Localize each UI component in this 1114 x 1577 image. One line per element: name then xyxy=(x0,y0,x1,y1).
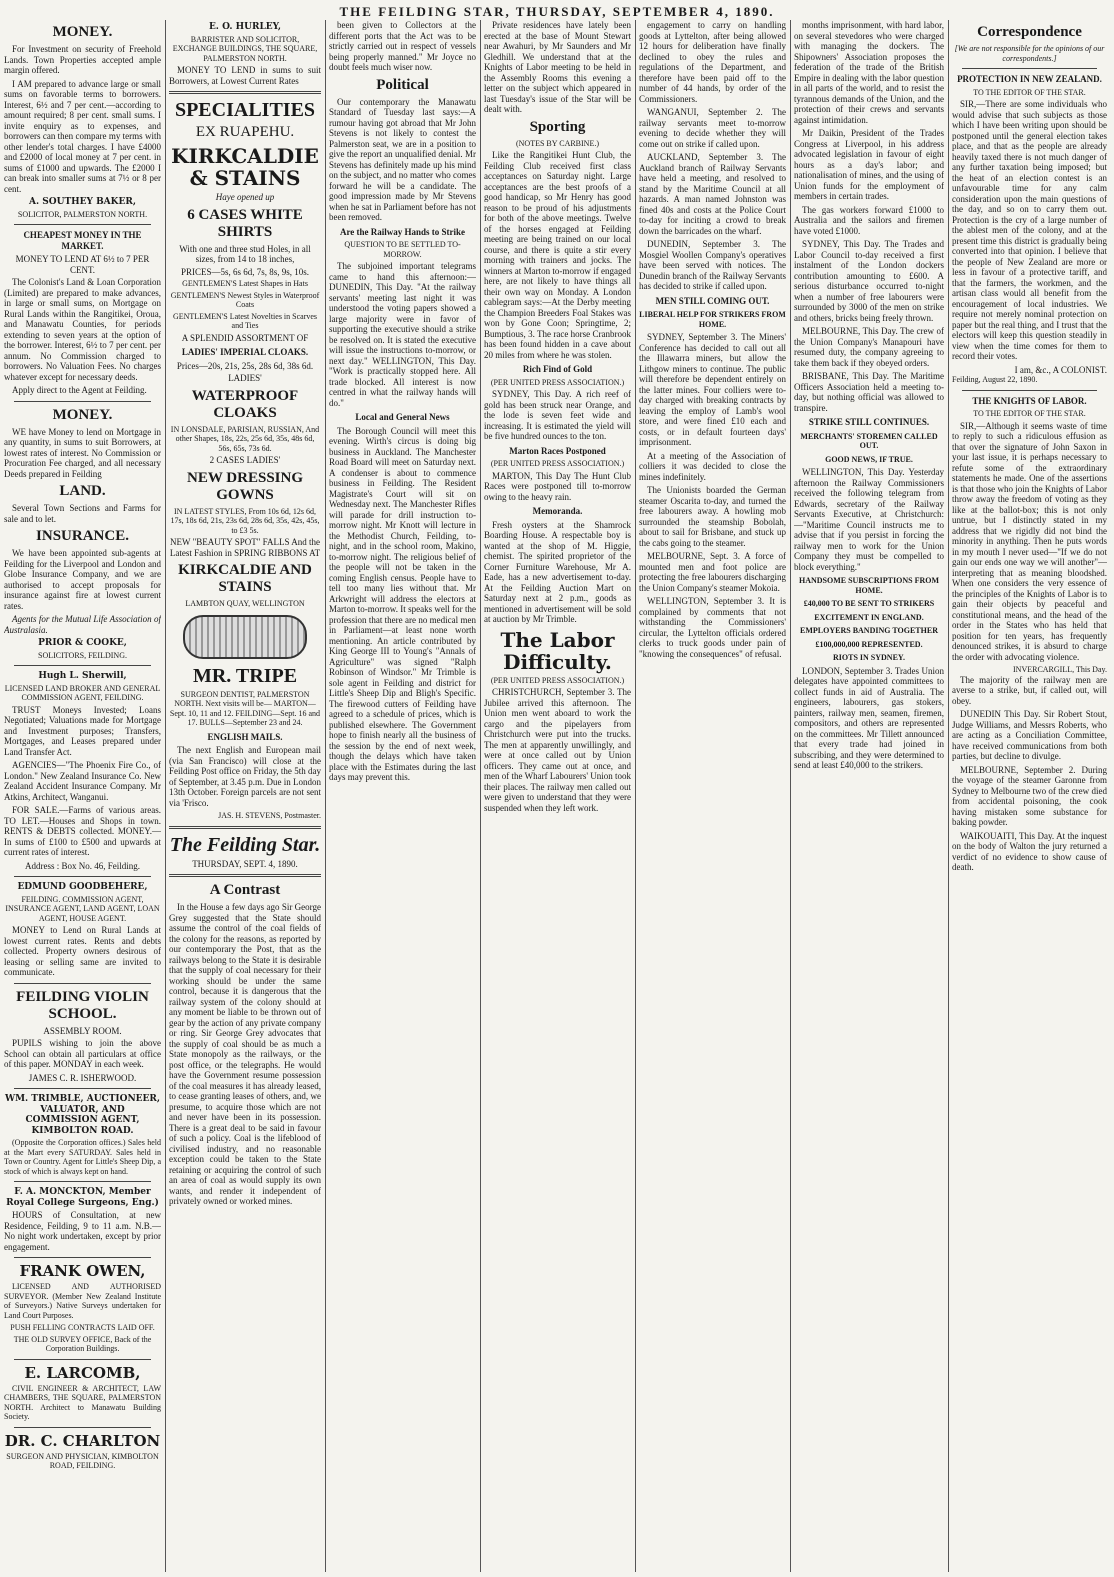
memoranda-heading: Memoranda. xyxy=(532,506,583,516)
column-rule xyxy=(325,20,326,1572)
london-text: LONDON, September 3. Trades Union delegates have appointed committees to collect funds in aid of Australia. The engineers, labourers, gas stokers, painters, railway men, seamen, firemen, compositors, and others are represented on the committees. Mr Tillett announced that every trade had joined in subscribing, and they were determined to send at least £40,000 to the strikers. xyxy=(794,665,944,770)
ladies2-text: LADIES' xyxy=(228,373,262,383)
divider xyxy=(169,874,321,877)
shirts-heading: 6 CASES WHITE SHIRTS xyxy=(187,206,303,240)
specialities-heading: SPECIALITIES xyxy=(174,99,316,121)
gold-body: SYDNEY, This Day. A rich reef of gold has been struck near Orange, and the lode is seven feet wide and increasing. It is estimated the yield will be five hundred ounces to the ton. xyxy=(484,389,631,441)
railway-heading: Are the Railway Hands to Strike xyxy=(339,226,466,237)
ladies-heading: LADIES' IMPERIAL CLOAKS. xyxy=(181,347,309,357)
money-ad: I AM prepared to advance large or small sums on favorable terms to borrowers. Interest, 6½ and 7 per cent.—according to amount required; 8 per cent. small sums. I invite enquiry as to expenses, and borrowers can then compare my terms with other lender's total charges. I have £4000 and £2000 of local money at 7 per cent. in sums of £1000 and upwards. The £2000 I can break into smaller sums at 7½ or 8 per cent. xyxy=(4,78,161,194)
memoranda-body: Fresh oysters at the Shamrock Boarding House. A respectable boy is wanted at the shop of M. Higgie, chemist. The spirited proprietor of the Corner Furniture Warehouse, Mr A. Eade, has a new advertisement to-day. At the Feilding Auction Mart on Saturday next at 2 p.m., goods as mentioned in advertisement will be sold at auction by Mr Trimble. xyxy=(484,519,631,624)
correspondence-sub: [We are not responsible for the opinions of our correspondents.] xyxy=(954,44,1105,63)
goodbehere-sub: FEILDING. COMMISSION AGENT, INSURANCE AGENT, LAND AGENT, LOAN AGENT, HOUSE AGENT. xyxy=(5,894,160,923)
wellington-text: WELLINGTON, September 3. It is complained by comments that not withstanding the Commissioners' circular, the Lyttelton officials ordered clerks to truck goods under pain of "knowing the consequences" of refusal. xyxy=(639,596,786,659)
pugh-text: PUSH FELLING CONTRACTS LAID OFF. xyxy=(10,1323,155,1332)
money-title: MONEY. xyxy=(52,24,113,40)
money2-title: MONEY. xyxy=(52,406,113,423)
divider xyxy=(169,826,321,829)
violin-title: FEILDING VIOLIN SCHOOL. xyxy=(16,988,149,1022)
column-5 xyxy=(639,20,786,1572)
divider xyxy=(14,1088,151,1089)
paper-title: The Feilding Star. xyxy=(169,833,321,856)
riots-heading: RIOTS IN SYDNEY. xyxy=(833,653,905,662)
prior-sub: SOLICITORS, FEILDING. xyxy=(38,650,127,660)
local-body: The Borough Council will meet this evening. Wirth's circus is doing big business in Auckland. The Manchester Road Board will meet on Saturday next. A condenser is about to commence business in Feilding. The Resident Magistrate's Court will sit on Wednesday next. The Manchester Rifles will parade for drill instruction to-morrow night. Mr Knott will lecture in the Methodist Church, Feilding, to-night, and in the school room, Makino, to-morrow night. The religious belief of the people will not be taken in the coming English census. People have to tell too many lies without that. Mr Arkwright will address the electors at Marton to-morrow. It speaks well for the profession that there are no medical men in Parliament—at least none worth mentioning. An article contributed by King George III to Young's "Annals of Agriculture" was signed "Ralph Robinson of Windsor." Mr Trimble is sole agent in Feilding and district for Little's Sheep Dip and Bligh's Specific. The firewood cutters of Feilding have agreed to a schedule of prices, which is published elsewhere. The Government hope to finish nearly all the business of the session by the end of next week, though the delays which have taken place with the Estimates during the last days may prevent this. xyxy=(329,425,476,782)
employers-heading: EMPLOYERS BANDING TOGETHER xyxy=(800,626,938,635)
waikouaiti-text: WAIKOUAITI, This Day. At the inquest on the body of Walton the jury returned a verdict of no evidence to show cause of death. xyxy=(952,830,1107,872)
insurance-title: INSURANCE. xyxy=(36,528,129,544)
owen-sub: LICENSED AND AUTHORISED SURVEYOR. (Member New Zealand Institute of Surveyors.) Native Surveys undertaken for Land Court Purposes. xyxy=(4,1282,161,1320)
masthead: THE FEILDING STAR, THURSDAY, SEPTEMBER 4, 1890. xyxy=(339,4,775,19)
baker-sub: SOLICITOR, PALMERSTON NORTH. xyxy=(17,209,148,219)
melbourne-text: MELBOURNE, This Day. The crew of the Union Company's Manapouri have resumed duty, the company agreeing to take them back if they obeyed orders. xyxy=(794,326,944,368)
labor-body: CHRISTCHURCH, September 3. The Jubilee arrived this afternoon. The Union men went aboard to work the cargo and the pipelayers from Christchurch were put into the trucks. The men at apparently unwillingly, and were at once called out by Union officers. They came out at once, and men of the Wharf Labourers' Union took their places. The railway men called out were given to understand that they were suspended when they left work. xyxy=(484,687,631,813)
auckland-text: AUCKLAND, September 3. The Auckland branch of Railway Servants have held a meeting, and resolved to stand by the Maritime Council at all hazards. A man named Johnston was fined 40s and costs at the Police Court to-day for inciting a crowd to break down the barricades on the wharf. xyxy=(639,152,786,236)
wanganui-text: WANGANUI, September 2. The railway servants meet to-morrow evening to decide whether they will come out on strike if called upon. xyxy=(639,107,786,149)
letter1-date: Feilding, August 22, 1890. xyxy=(952,375,1038,384)
gold-heading: Rich Find of Gold xyxy=(522,364,593,374)
opened-text: Haye opened up xyxy=(215,192,275,202)
column-rule xyxy=(790,20,791,1572)
prior-name: PRIOR & COOKE, xyxy=(38,638,127,648)
col4-top: Private residences have lately been erected at the base of Mount Stewart near Awahuri, by Mr Saunders and Mr Gledhill. We understand that at the Knights of Labor meeting to be held in the Assembly Rooms this evening a letter on the subject which appeared in last Tuesday's issue of the Star will be dealt with. xyxy=(484,20,631,114)
sporting-body: Like the Rangitikei Hunt Club, the Feilding Club received first class acceptances on Saturday night. Large acceptances are the best proofs of a good handicap, so Mr Henry has good reason to be proud of his adjustments for both of the above meetings. Twelve of the horses engaged at Feilding meeting are being trained on our local course, and there is quite a stir every morning with trainers and jocks. The winners at Marton to-morrow if engaged here, are not likely to have things all their own way on Monday. A London cablegram says:—At the Derby meeting the Champion Breeders Foal Stakes was won by Gone Coon; Springtime, 2; Bumptious, 3. The race horse Cranbrook has been found hidden in a cave about 20 miles from where he was stolen. xyxy=(484,150,631,360)
isherwood-name: JAMES C. R. ISHERWOOD. xyxy=(28,1072,137,1083)
ladies-prices: Prices—20s, 21s, 25s, 28s 6d, 38s 6d. xyxy=(176,360,314,371)
divider xyxy=(962,68,1097,69)
divider xyxy=(14,1181,151,1182)
handsome-heading: HANDSOME SUBSCRIPTIONS FROM HOME. xyxy=(798,576,939,595)
knights-heading: THE KNIGHTS OF LABOR. xyxy=(972,395,1087,406)
column-7 xyxy=(952,20,1107,1572)
lambton-text: LAMBTON QUAY, WELLINGTON xyxy=(185,599,305,608)
excitement-heading: EXCITEMENT IN ENGLAND. xyxy=(814,612,924,622)
strike-heading: STRIKE STILL CONTINUES. xyxy=(808,417,930,427)
contrast-heading: A Contrast xyxy=(209,882,281,898)
gold-sub: (PER UNITED PRESS ASSOCIATION.) xyxy=(490,377,625,387)
charlton-sub: SURGEON AND PHYSICIAN, KIMBOLTON ROAD, FEILDING. xyxy=(6,1451,159,1470)
divider xyxy=(14,224,151,225)
divider xyxy=(14,665,151,666)
brisbane-text: BRISBANE, This Day. The Maritime Officers Association held a meeting to-day, but nothing official was allowed to transpire. xyxy=(794,371,944,413)
shirts-prices: PRICES—5s, 6s 6d, 7s, 8s, 9s, 10s. xyxy=(180,266,310,277)
gowns-sub: IN LATEST STYLES, From 10s 6d, 12s 6d, 17s, 18s 6d, 21s, 23s 6d, 28s 6d, 35s, 42s, 45s, to £3 5s. xyxy=(170,506,320,535)
shirts-body: With one and three stud Holes, in all sizes, from 14 to 18 inches, xyxy=(179,243,311,264)
labor-sub: (PER UNITED PRESS ASSOCIATION.) xyxy=(490,675,625,685)
colonists-ad: The Colonist's Land & Loan Corporation (Limited) are prepared to make advances, in large or small sums, on Mortgage on Rural Lands within the Rangitikei, Oroua, and Manawatu Counties, for periods extending to seven years at the option of the borrower. Interest, 6½ to 7 per cent. per annum. No Commission charged to borrowers. No Valuation Fees. No charges whatever except for necessary deeds. xyxy=(4,277,161,382)
gas-text: The gas workers forward £1000 to Australia and the sailors and firemen have voted £1000. xyxy=(794,204,944,236)
mails-sign: JAS. H. STEVENS, Postmaster. xyxy=(218,811,321,820)
column-2 xyxy=(169,20,321,1572)
cases-text: 2 CASES LADIES' xyxy=(209,455,281,465)
agencies-ad: AGENCIES—"The Phoenix Fire Co., of London." New Zealand Insurance Co. New Zealand Accident Insurance Company. Mr Atkins, Architect, Wanganui. xyxy=(4,760,161,802)
col6-top: months imprisonment, with hard labor, on several stevedores who were charged with managing the dockers. The Shipowners' Association proposes the federation of the trade of the British Empire in dealing with the labor question in all parts of the world, and to resist the tyrannous demands of the Union, and the protection of their crews and servants against intimidation. xyxy=(794,20,944,125)
marton-body: MARTON, This Day The Hunt Club Races were postponed till to-morrow owing to the heavy rain. xyxy=(484,470,631,502)
contrast-body: In the House a few days ago Sir George Grey suggested that the State should assume the control of the coal fields of the colony for the reasons, as reported by our contemporary the Post, that as the railways belong to the State it is desirable that the supply of coal necessary for their working should be under the same control, because it is dangerous that the railway system of the colony should at any moment be liable to be thrown out of gear by the action of any private company or ring. Sir George Grey advocates that the supply of coal should be as much a State monopoly as the railways, or the post office, or the telegraphs. He would have the Government resume possession of the coal measures it has already leased, to cease granting leases of others, and, we presume, to acquire those which are not and never have been in its possession. There is a great deal to be said in favour of such a policy. Coal is the lifeblood of civilised industry, and no reasonable exception could be taken to the State retaining or acquiring the control of such an area of coal as would supply its own wants, and render it independent of privately owned or worked mines. xyxy=(169,902,321,1206)
divider xyxy=(169,91,321,94)
political-body: Our contemporary the Manawatu Standard of Tuesday last says:—A rumour having got abroad that Mr John Stevens is not likely to contest the Palmerston seat, we are in a position to give the report an unqualified denial. Mr Stevens has definitely made up his mind on the subject, and no matter who comes forward he will be a candidate. The good impression made by Mr Stevens when he sat in Parliament before has not been removed. xyxy=(329,96,476,222)
divider xyxy=(14,1427,151,1428)
land-title: LAND. xyxy=(59,483,106,499)
land-body: Several Town Sections and Farms for sale and to let. xyxy=(4,503,161,524)
column-rule xyxy=(948,20,949,1572)
political-heading: Political xyxy=(376,76,429,93)
larcomb-sub: CIVIL ENGINEER & ARCHITECT, LAW CHAMBERS, THE SQUARE, PALMERSTON NORTH. Architect to Manawatu Building Society. xyxy=(4,1383,161,1421)
ornament-image xyxy=(183,615,307,659)
paper-date: THURSDAY, SEPT. 4, 1890. xyxy=(192,858,298,869)
column-4 xyxy=(484,20,631,1572)
liberal-heading: LIBERAL HELP FOR STRIKERS FROM HOME. xyxy=(639,310,786,329)
beauty-text: NEW "BEAUTY SPOT" FALLS And the Latest Fashion in SPRING RIBBONS AT xyxy=(169,537,321,558)
tripe-heading: MR. TRIPE xyxy=(192,664,298,687)
tripe-sub: SURGEON DENTIST, PALMERSTON NORTH. Next visits will be— MARTON—Sept. 10, 11 and 12. FEILDING—Sept. 16 and 17. BULLS—September 23 and 24. xyxy=(169,689,321,727)
column-rule xyxy=(480,20,481,1572)
invercargill-body: The majority of the railway men are averse to a strike, but, if called out, will obey. xyxy=(952,674,1107,706)
baker-name: A. SOUTHEY BAKER, xyxy=(29,197,136,207)
hurley-sub: BARRISTER AND SOLICITOR, EXCHANGE BUILDINGS, THE SQUARE, PALMERSTON NORTH. xyxy=(172,34,318,63)
labor-heading: The Labor Difficulty. xyxy=(500,627,615,674)
trimble-sub: (Opposite the Corporation offices.) Sales held at the Mart every SATURDAY. Sales held in Town or Country. Agent for Little's Sheep Dip, a stock of which is always kept on hand. xyxy=(4,1138,161,1176)
divider xyxy=(14,876,151,877)
splendid-text: A SPLENDID ASSORTMENT OF xyxy=(181,332,309,343)
owen-name: FRANK OWEN, xyxy=(19,1262,146,1280)
gents-scarves: GENTLEMEN'S Latest Novelties in Scarves and Ties xyxy=(172,311,318,330)
forsale-ad: FOR SALE.—Farms of various areas. TO LET.—Houses and Shops in town. RENTS & DEBTS collected. MONEY.—In sums of £100 to £500 and upwards at current rates of interest. xyxy=(4,805,161,857)
waterproof-sub: IN LONSDALE, PARISIAN, RUSSIAN, And other Shapes, 18s, 22s, 25s 6d, 35s, 48s 6d, 56s, 65s, 73s 6d. xyxy=(170,424,320,453)
forty-heading: £40,000 TO BE SENT TO STRIKERS xyxy=(803,599,935,608)
goodbehere-body: MONEY to Lend on Rural Lands at lowest current rates. Rents and debts collected. Property owners desirous of leasing or selling same are invited to communicate. xyxy=(4,925,161,977)
editor2-heading: TO THE EDITOR OF THE STAR. xyxy=(973,409,1086,418)
apply-text: Apply direct to the Agent at Feilding. xyxy=(12,385,147,395)
ruapehu-heading: EX RUAPEHU. xyxy=(195,124,295,140)
correspondence-heading: Correspondence xyxy=(977,24,1082,40)
at-meeting-text: At a meeting of the Association of colliers it was decided to close the mines indefinitely. xyxy=(639,450,786,482)
moncton-name: F. A. MONCKTON, Member Royal College Surgeons, Eng.) xyxy=(6,1187,159,1208)
charlton-name: DR. C. CHARLTON xyxy=(4,1431,161,1450)
coming-heading: MEN STILL COMING OUT. xyxy=(655,295,770,306)
gowns-heading: NEW DRESSING GOWNS xyxy=(186,469,303,503)
letter1-sign: I am, &c., A COLONIST. xyxy=(1014,364,1107,375)
letter2-body: SIR,—Although it seems waste of time to reply to such a ridiculous effusion as that over the signature of John Saxon in your last issue, it is perhaps necessary to refute some of the extraordinary statements he made. One of the assertions is that those who join the Knights of Labor throw away the freedom of voting as they like at the ballot-box; this is not only untrue, but I distinctly stated in my address that we rigidly did not bind the minority in anything. Then he puts words in my mouth I never used—"If we do not gain our ends one way we will another"—interpreting that as meaning bloodshed. When one considers the very essence of the principles of the Knights of Labor is to gain their objects by peaceful and constitutional means, and the head of the order in the States who has held that position for ten years, has frequently denounced strikes, it is absurd to charge the order with advocating violence. xyxy=(952,420,1107,662)
col5-top: engagement to carry on handling goods at Lyttelton, after being allowed 12 hours for deliberation have finally declined to obey the rules and regulations of the Department, and therefore have been paid off to the number of 44 hands, by order of the Commissioners. xyxy=(639,20,786,104)
money2-body: WE have Money to lend on Mortgage in any quantity, in sums to suit Borrowers, at lowest rates of interest. No Commission or Procuration Fee charged, and all necessary Deeds prepared in Feilding xyxy=(4,426,161,479)
pupils-text: PUPILS wishing to join the above School can obtain all particulars at office of this paper. MONDAY in each week. xyxy=(4,1038,161,1069)
column-rule xyxy=(635,20,636,1572)
hundred-heading: £100,000,000 REPRESENTED. xyxy=(815,639,923,649)
sherwill-name: Hugh L. Sherwill, xyxy=(38,671,127,681)
sherwill-sub: LICENSED LAND BROKER AND GENERAL COMMISSION AGENT, FEILDING. xyxy=(4,683,161,702)
hurley-body: MONEY TO LEND in sums to suit Borrowers, at Lowest Current Rates xyxy=(169,65,321,86)
sydney-text: SYDNEY, September 3. The Miners' Conference has decided to call out all the Illawarra miners, but allow the Lithgow miners to continue. The public will therefore be dependent entirely on the latter mines. Four colliers were to-day charged with breaking contracts by leaving the employ of Lamb's wool store, and were fined £10 each and costs, or in default fourteen days' imprisonment. xyxy=(639,332,786,447)
sporting-sub: (NOTES BY CARBINE.) xyxy=(515,138,600,148)
assembly-text: ASSEMBLY ROOM. xyxy=(43,1025,122,1036)
trimble-name: WM. TRIMBLE, AUCTIONEER, VALUATOR, AND COMMISSION AGENT, KIMBOLTON ROAD. xyxy=(4,1094,161,1136)
larcomb-name: E. LARCOMB, xyxy=(24,1363,141,1382)
trust-ad: TRUST Moneys Invested; Loans Negotiated; Valuations made for Mortgage and Investment purposes; Transfers, Mortgages, and Leases prepared under Land Transfer Act. xyxy=(4,704,161,757)
protection-heading: PROTECTION IN NEW ZEALAND. xyxy=(957,74,1102,84)
lend-heading: MONEY TO LEND AT 6½ to 7 PER CENT. xyxy=(15,254,150,275)
col3-top: been given to Collectors at the different ports that the Act was to be strictly carried out in respect of vessels being properly manned." Mr Joyce no doubt feels much wiser now. xyxy=(329,20,476,72)
wellington-text: WELLINGTON, This Day. Yesterday afternoon the Railway Commissioners received the following telegram from Edwards, secretary of the Railway Servants Executive, at Christchurch:—"Maritime Council instructs me to advise that if you persist in forcing the railway men to work for the Union Company they must be compelled to block everything." xyxy=(794,467,944,572)
editor-heading: TO THE EDITOR OF THE STAR. xyxy=(973,87,1086,97)
sporting-heading: Sporting xyxy=(529,118,586,135)
unionists-text: The Unionists boarded the German steamer Oscarita to-day, and turned the free labourers away. A howling mob surrounded the steamship Bobolah, about to sail for Brisbane, and stuck up the cabs going to the steamer. xyxy=(639,485,786,548)
agents-text: Agents for the Mutual Life Association of Australasia. xyxy=(4,614,161,635)
column-3 xyxy=(329,20,476,1572)
dunedin-text: DUNEDIN This Day. Sir Robert Stout, Judge Williams, and Messrs Roberts, who are acting as a Conciliation Committee, have received communications from both parties, but decline to divulge. xyxy=(952,709,1107,761)
marton-heading: Marton Races Postponed xyxy=(509,445,606,456)
railway-sub: QUESTION TO BE SETTLED TO-MORROW. xyxy=(344,240,461,259)
liverpool-text: Mr Daikin, President of the Trades Congress at Liverpool, in his address advocated legislation in favour of eight hours as a day's labor; and nationalisation of mines, and the using of Union funds for the employment of members in certain trades. xyxy=(794,128,944,201)
divider xyxy=(962,390,1097,391)
merchants-heading: MERCHANTS' STOREMEN CALLED OUT. xyxy=(800,431,938,450)
cheapest-heading: CHEAPEST MONEY IN THE MARKET. xyxy=(23,230,142,251)
waterproof-heading: WATERPROOF CLOAKS xyxy=(191,387,299,421)
dunedin-text: DUNEDIN, September 3. The Mosgiel Woollen Company's operatives have been served with notices. The Dunedin branch of the Railway Servants has decided to strike if called upon. xyxy=(639,239,786,291)
money-body: For Investment on security of Freehold Lands. Town Properties accepted ample margin offered. xyxy=(4,44,161,75)
column-6 xyxy=(794,20,944,1572)
insurance-body: We have been appointed sub-agents at Feilding for the Liverpool and London and Globe Insurance Company, and we are authorised to accept proposals for insurance against fire at lowest current rates. xyxy=(4,548,161,611)
hurley-name: E. O. HURLEY, xyxy=(208,22,282,32)
gents-hats: GENTLEMEN'S Latest Shapes in Hats xyxy=(182,279,308,288)
address-text: Address : Box No. 46, Feilding. xyxy=(24,860,140,871)
sydney-text: SYDNEY, This Day. The Trades and Labor Council to-day received a first instalment of the London dockers contribution amounting to £600. A serious disturbance occurred to-night when a number of free labourers were surrounded by 3000 of the men on strike and others, bricks being freely thrown. xyxy=(794,239,944,323)
kirkcaldie2-heading: KIRKCALDIE AND STAINS xyxy=(178,562,312,595)
column-rule xyxy=(165,20,166,1572)
melbourne-text: MELBOURNE, September 2. During the voyage of the steamer Garonne from Sydney to Melbourne two of the crew died from accidental poisoning, the cook having mistaken some substance for baking powder. xyxy=(952,764,1107,827)
divider xyxy=(14,1359,151,1360)
gents-coats: GENTLEMEN'S Newest Styles in Waterproof Coats xyxy=(170,290,320,309)
divider xyxy=(14,1257,151,1258)
divider xyxy=(14,983,151,984)
mails-body: The next English and European mail (via San Francisco) will close at the Feilding Post office on Friday, the 5th day of September, at 3.45 p.m. Due in London 13th October. Foreign parcels are not sent via 'Frisco. xyxy=(169,745,321,808)
melbourne-text: MELBOURNE, Sept. 3. A force of mounted men and foot police are protecting the free labourers discharging the Union Company's steamer Mokoia. xyxy=(639,551,786,593)
marton-sub: (PER UNITED PRESS ASSOCIATION.) xyxy=(490,459,625,468)
invercargill-sign: INVERCARGILL, This Day. xyxy=(1013,665,1107,674)
railway-body: The subjoined important telegrams came to hand this afternoon:— DUNEDIN, This Day. "At the railway servants' meeting last night it was understood the voting papers showed a large majority were in favor of supporting the executive should a strike be resolved on. It is stated the executive will issue the instructions to-morrow, or next day." WELLINGTON, This Day. "Work is practically stopped here. All trade blocked. All interest is now centred in what the railway hands will do." xyxy=(329,261,476,408)
kirkcaldie-heading: KIRKCALDIE & STAINS xyxy=(171,144,319,190)
goodbehere-name: EDMUND GOODBEHERE, xyxy=(17,882,148,892)
moncton-hours: HOURS of Consultation, at new Residence, Feilding, 9 to 11 a.m. N.B.—No night work undertaken, except by prior engagement. xyxy=(4,1210,161,1252)
divider xyxy=(14,401,151,402)
local-heading: Local and General News xyxy=(355,412,450,422)
mails-heading: ENGLISH MAILS. xyxy=(207,731,283,742)
goodnews-heading: GOOD NEWS, IF TRUE. xyxy=(825,454,913,464)
old-survey-text: THE OLD SURVEY OFFICE, Back of the Corporation Buildings. xyxy=(13,1334,152,1353)
letter1-body: SIR,—There are some individuals who would advise that such subjects as those which I have been writing upon should be postponed until the general election takes place, and that as the people are already heavily taxed there is not much danger of any further taxation being imposed; but the heat of an election contest is an unfavourable time for any calm consideration upon the main questions of the day, and so on to carry them out. Protection is the cry of a large number of the ablest men of the colony, and at the present time this district is gradually being converted into that opinion. I believe that the people of New Zealand are more or less in favour of a protective tariff, and that the farmers, the workmen, and the artisan class would all benefit from the encouragement of local industries. We require not merely nominal protection on paper but the real thing, and I trust that the electors will keep this question steadily in view when the time comes for them to record their votes. xyxy=(952,99,1107,361)
column-1 xyxy=(4,20,161,1572)
